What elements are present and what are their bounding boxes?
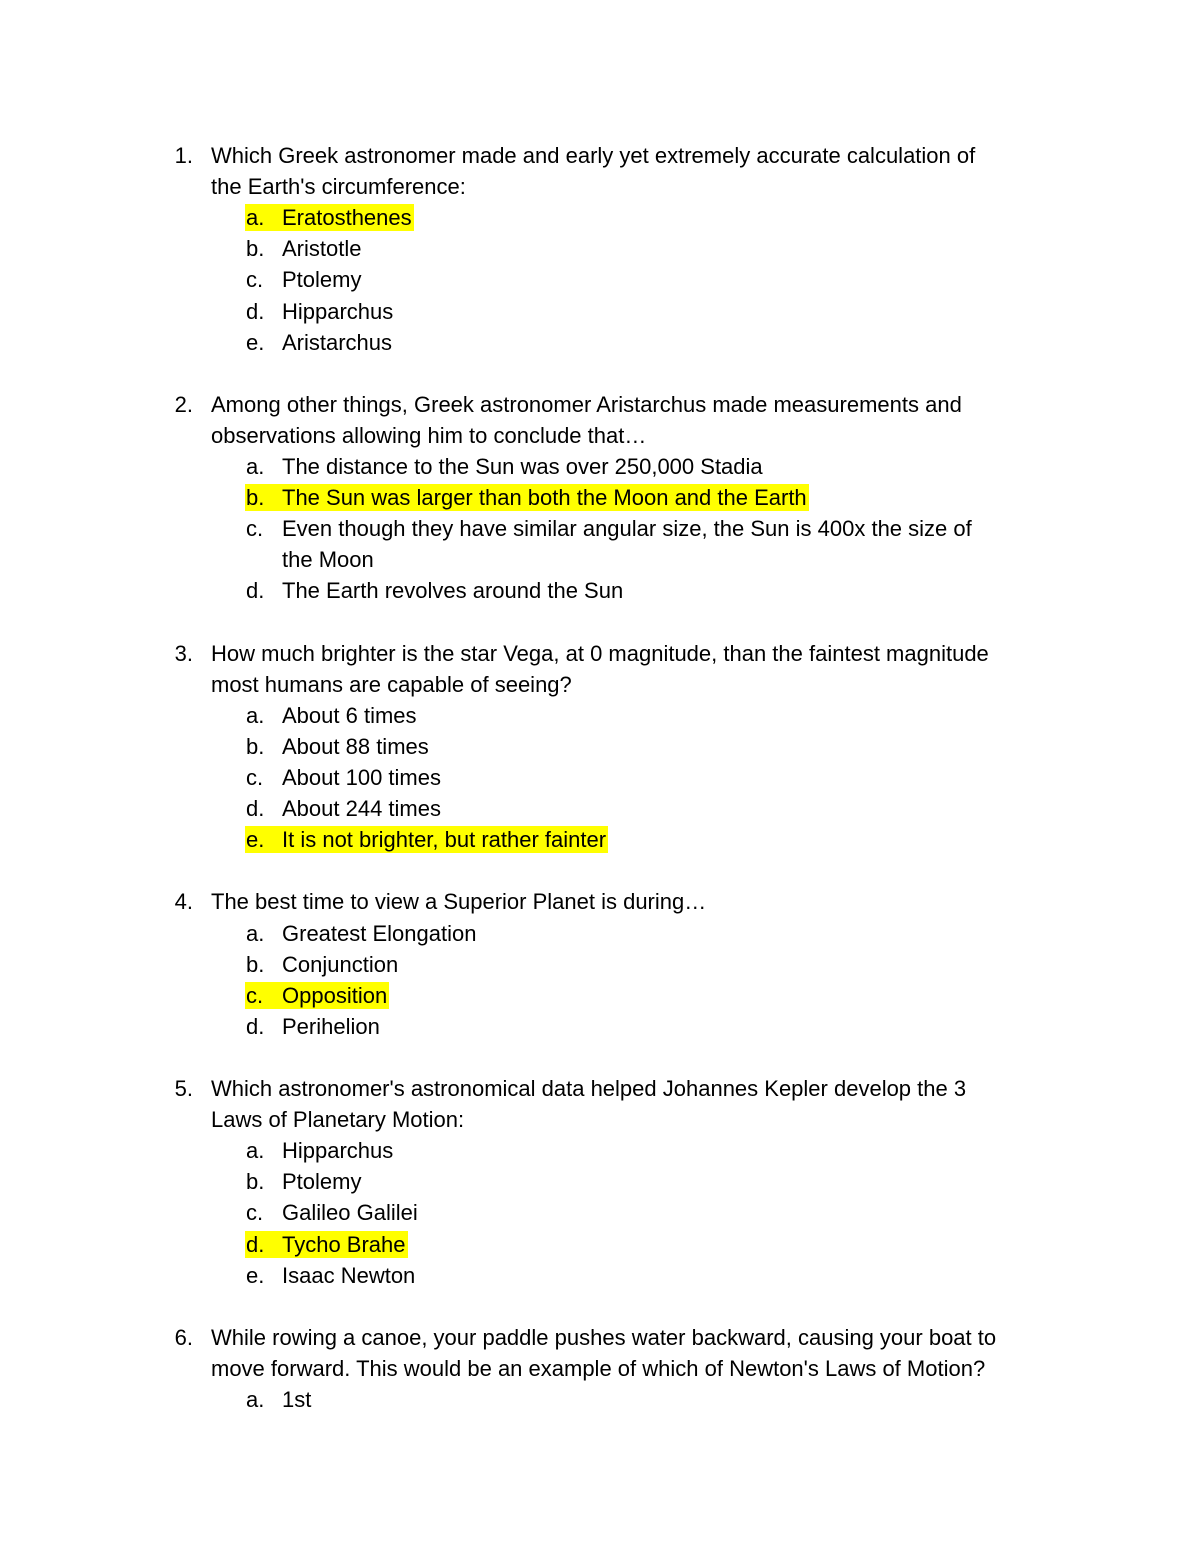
option-text: Aristotle bbox=[282, 236, 362, 262]
option-text: About 244 times bbox=[282, 796, 441, 822]
option-text: Aristarchus bbox=[282, 329, 393, 355]
question-text bbox=[0, 638, 1200, 669]
question-line: move forward. This would be an example of which of Newton's Laws of Motion? bbox=[211, 1355, 986, 1381]
question-line: While rowing a canoe, your paddle pushes water backward, causing your boat to bbox=[211, 1324, 997, 1350]
option-text: Perihelion bbox=[282, 1013, 380, 1039]
answer-option bbox=[0, 202, 1200, 233]
option-text: 1st bbox=[282, 1387, 312, 1412]
option-text: Isaac Newton bbox=[282, 1262, 416, 1288]
question-number: 3. bbox=[174, 640, 193, 666]
answer-option bbox=[0, 949, 1200, 980]
question-line: most humans are capable of seeing? bbox=[211, 671, 572, 697]
option-text: Galileo Galilei bbox=[282, 1200, 418, 1226]
option-letter: e. bbox=[246, 1262, 265, 1288]
answer-option bbox=[0, 482, 1200, 513]
answer-option bbox=[0, 264, 1200, 295]
question-line: How much brighter is the star Vega, at 0 magnitude, than the faintest magnitude bbox=[211, 640, 989, 666]
option-letter: d. bbox=[246, 796, 265, 822]
option-text: Greatest Elongation bbox=[282, 920, 477, 946]
answer-option bbox=[0, 233, 1200, 264]
question-text bbox=[0, 140, 1200, 171]
answer-option bbox=[0, 296, 1200, 327]
option-letter: b. bbox=[246, 485, 265, 511]
option-letter: d. bbox=[246, 298, 265, 324]
question-line: Which Greek astronomer made and early yet extremely accurate calculation of bbox=[211, 143, 976, 168]
answer-option bbox=[0, 731, 1200, 762]
answer-option bbox=[0, 762, 1200, 793]
option-letter: c. bbox=[246, 1200, 264, 1226]
option-letter: b. bbox=[246, 236, 265, 262]
option-text: Opposition bbox=[282, 982, 388, 1008]
question-text-continued bbox=[0, 171, 1200, 202]
option-text: About 6 times bbox=[282, 702, 417, 728]
question-number: 6. bbox=[174, 1324, 193, 1350]
question-text-continued bbox=[0, 420, 1200, 451]
answer-option bbox=[0, 1011, 1200, 1042]
option-text: Conjunction bbox=[282, 951, 399, 977]
answer-option bbox=[0, 793, 1200, 824]
option-text: Ptolemy bbox=[282, 267, 362, 293]
question-line: The best time to view a Superior Planet is during… bbox=[211, 889, 707, 915]
option-letter: a. bbox=[246, 205, 265, 231]
question-number: 1. bbox=[174, 143, 193, 168]
option-text: About 88 times bbox=[282, 733, 429, 759]
option-letter: a. bbox=[246, 1138, 265, 1164]
option-letter: e. bbox=[246, 827, 265, 853]
option-text: Hipparchus bbox=[282, 298, 394, 324]
option-letter: d. bbox=[246, 1231, 265, 1257]
option-text: About 100 times bbox=[282, 765, 441, 790]
option-text: It is not brighter, but rather fainter bbox=[282, 827, 607, 853]
option-letter: b. bbox=[246, 951, 265, 977]
answer-option bbox=[0, 575, 1200, 606]
question-text bbox=[0, 389, 1200, 420]
option-text: Hipparchus bbox=[282, 1138, 394, 1164]
option-letter: c. bbox=[246, 765, 264, 790]
option-text: The distance to the Sun was over 250,000 Stadia bbox=[282, 454, 763, 479]
question-text-continued bbox=[0, 669, 1200, 700]
question-text-continued bbox=[0, 1104, 1200, 1135]
option-letter: a. bbox=[246, 454, 265, 479]
option-letter: b. bbox=[246, 733, 265, 759]
answer-option bbox=[0, 1135, 1200, 1166]
option-letter: b. bbox=[246, 1169, 265, 1195]
answer-option bbox=[0, 1384, 1200, 1415]
option-text: Tycho Brahe bbox=[282, 1231, 406, 1257]
question-line: Among other things, Greek astronomer Aristarchus made measurements and bbox=[211, 391, 962, 417]
answer-option bbox=[0, 513, 1200, 544]
question-line: observations allowing him to conclude that… bbox=[211, 422, 647, 448]
option-text: the Moon bbox=[282, 547, 374, 573]
option-letter: a. bbox=[246, 702, 265, 728]
answer-option bbox=[0, 700, 1200, 731]
answer-option bbox=[0, 1166, 1200, 1197]
option-letter: a. bbox=[246, 1387, 265, 1412]
answer-option bbox=[0, 1229, 1200, 1260]
question-line: Which astronomer's astronomical data helped Johannes Kepler develop the 3 bbox=[211, 1076, 967, 1101]
answer-option bbox=[0, 824, 1200, 855]
answer-option bbox=[0, 980, 1200, 1011]
answer-option bbox=[0, 451, 1200, 482]
answer-option bbox=[0, 918, 1200, 949]
answer-option bbox=[0, 327, 1200, 358]
option-letter: c. bbox=[246, 516, 264, 542]
answer-option bbox=[0, 1260, 1200, 1291]
question-text bbox=[0, 886, 1200, 917]
option-letter: c. bbox=[246, 982, 264, 1008]
question-line: Laws of Planetary Motion: bbox=[211, 1107, 465, 1133]
question-text bbox=[0, 1322, 1200, 1353]
question-number: 2. bbox=[174, 391, 193, 417]
option-letter: d. bbox=[246, 578, 265, 604]
answer-option bbox=[0, 544, 1200, 575]
question-text bbox=[0, 1073, 1200, 1104]
option-letter: e. bbox=[246, 329, 265, 355]
option-text: Eratosthenes bbox=[282, 205, 412, 231]
option-letter: c. bbox=[246, 267, 264, 293]
question-line: the Earth's circumference: bbox=[211, 174, 466, 200]
answer-option bbox=[0, 1197, 1200, 1228]
option-text: The Sun was larger than both the Moon and the Earth bbox=[282, 485, 807, 511]
option-letter: a. bbox=[246, 920, 265, 946]
option-text: Ptolemy bbox=[282, 1169, 362, 1195]
option-text: Even though they have similar angular size, the Sun is 400x the size of bbox=[282, 516, 972, 542]
option-text: The Earth revolves around the Sun bbox=[282, 578, 624, 604]
question-number: 4. bbox=[174, 889, 193, 915]
question-number: 5. bbox=[174, 1076, 193, 1101]
option-letter: d. bbox=[246, 1013, 265, 1039]
question-text-continued bbox=[0, 1353, 1200, 1384]
